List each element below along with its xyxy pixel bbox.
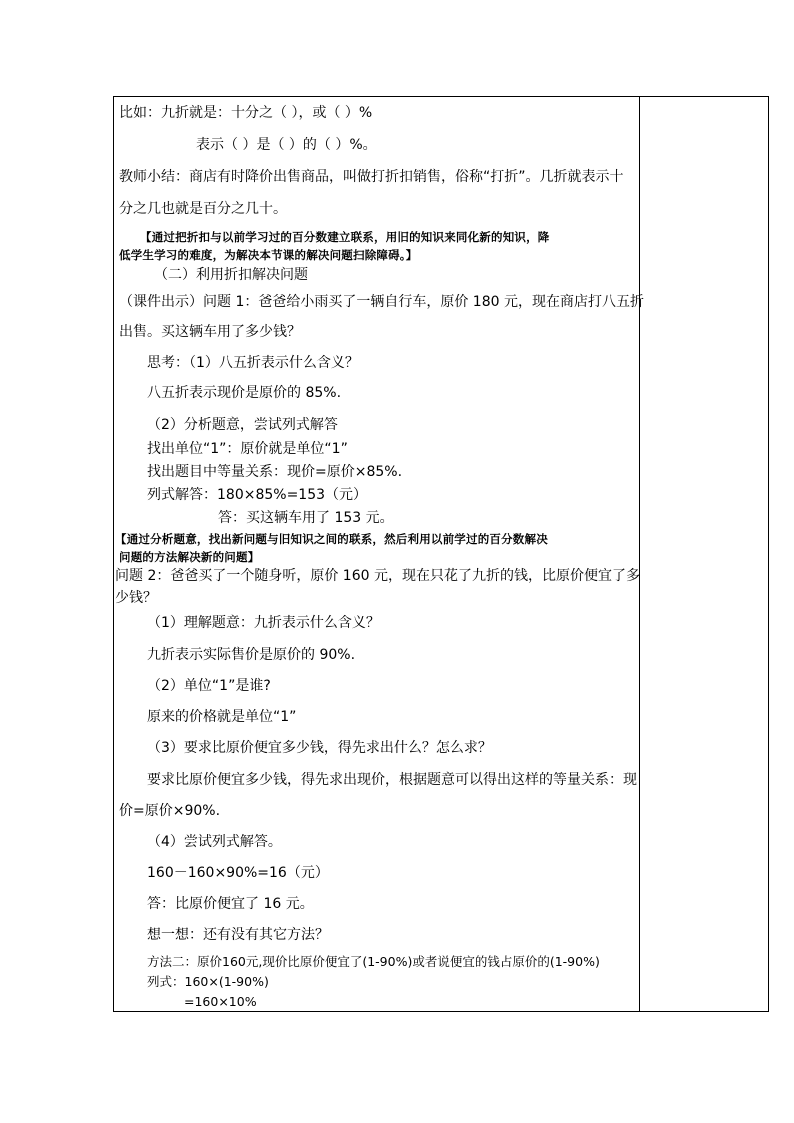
lesson-table	[113, 96, 769, 1012]
teaching-note: 【通过把折扣与以前学习过的百分数建立联系，用旧的知识来同化新的知识，降	[140, 230, 550, 244]
text-line: 价=原价×90%.	[119, 803, 221, 819]
text-line: 答：比原价便宜了 16 元。	[147, 896, 314, 912]
text-line: （3）要求比原价便宜多少钱，得先求出什么？怎么求？	[147, 740, 492, 756]
text-line: 出售。买这辆车用了多少钱？	[119, 324, 301, 340]
text-line: 160－160×90%=16（元）	[147, 865, 329, 881]
text-line: 问题 2：爸爸买了一个随身听，原价 160 元，现在只花了九折的钱，比原价便宜了多	[115, 568, 640, 584]
teaching-note: 低学生学习的难度，为解决本节课的解决问题扫除障碍。】	[119, 248, 418, 262]
text-line: 分之几也就是百分之几十。	[119, 201, 287, 217]
notes-column-cell	[640, 97, 768, 1011]
teaching-note: 问题的方法解决新的问题】	[119, 550, 260, 564]
text-line: 答：买这辆车用了 153 元。	[218, 510, 394, 526]
text-line: 九折表示实际售价是原价的 90%.	[147, 647, 356, 663]
teaching-note: 【通过分析题意，找出新问题与旧知识之间的联系，然后利用以前学过的百分数解决	[115, 532, 548, 546]
text-line: 要求比原价便宜多少钱，得先求出现价，根据题意可以得出这样的等量关系：现	[147, 772, 637, 788]
text-line: 找出单位“1”：原价就是单位“1”	[147, 441, 348, 457]
text-line: 教师小结：商店有时降价出售商品，叫做打折扣销售，俗称“打折”。几折就表示十	[119, 169, 624, 185]
section-heading: （二）利用折扣解决问题	[154, 267, 308, 283]
text-line: 表示（ ）是（ ）的（ ）%。	[196, 137, 377, 153]
text-line: 思考：（1）八五折表示什么含义？	[147, 355, 359, 371]
text-line: （2）分析题意，尝试列式解答	[147, 417, 338, 433]
text-line: =160×10%	[184, 994, 257, 1009]
text-line: （4）尝试列式解答。	[147, 834, 282, 850]
text-line: 找出题目中等量关系：现价=原价×85%.	[147, 464, 403, 480]
text-line: 列式解答：180×85%=153（元）	[147, 487, 368, 503]
text-line: 少钱？	[115, 590, 157, 606]
text-line: （课件出示）问题 1：爸爸给小雨买了一辆自行车，原价 180 元，现在商店打八五折	[119, 294, 644, 310]
text-line: 八五折表示现价是原价的 85%.	[147, 385, 342, 401]
text-line: 比如：九折就是：十分之（ ），或（ ）%	[119, 105, 373, 121]
text-line: 方法二：原价160元,现价比原价便宜了(1-90%)或者说便宜的钱占原价的(1-90%)	[147, 954, 600, 969]
text-line: 列式：160×(1-90%)	[147, 974, 269, 989]
text-line: （1）理解题意：九折表示什么含义？	[147, 615, 380, 631]
text-line: （2）单位“1”是谁?	[147, 678, 271, 694]
text-line: 原来的价格就是单位“1”	[147, 709, 297, 725]
text-line: 想一想：还有没有其它方法？	[147, 927, 329, 943]
